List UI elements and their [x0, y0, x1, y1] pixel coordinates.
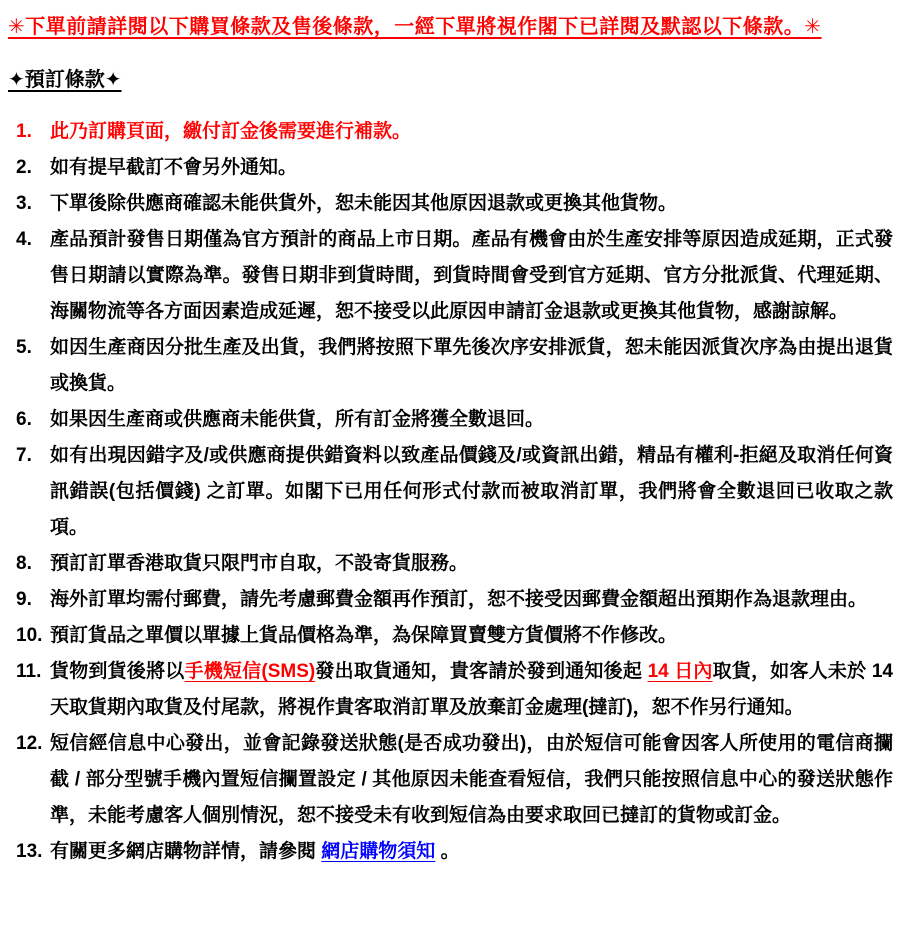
item-number: 8.: [16, 553, 32, 574]
terms-item: [8, 150, 893, 186]
item-number: 6.: [16, 409, 32, 430]
terms-text-segment: 預訂訂單香港取貨只限門市自取，不設寄貨服務。: [50, 553, 469, 574]
item-number: 13.: [16, 841, 43, 862]
terms-text-segment: 發出取貨通知，貴客請於發到通知後起: [315, 661, 648, 682]
terms-item: [8, 330, 893, 402]
terms-item: [8, 618, 893, 654]
terms-item: [8, 654, 893, 726]
terms-text-segment: 海外訂單均需付郵費，請先考慮郵費金額再作預訂，恕不接受因郵費金額超出預期作為退款理由。: [50, 589, 868, 610]
terms-item: [8, 834, 893, 870]
purchase-notice-heading: ✳下單前請詳閱以下購買條款及售後條款，一經下單將視作閣下已詳閱及默認以下條款。✳: [8, 16, 822, 38]
terms-text-segment: 如果因生產商或供應商未能供貨，所有訂金將獲全數退回。: [50, 409, 545, 430]
item-number: 4.: [16, 229, 32, 250]
terms-text-segment: 取貨，如客人未於 14 天取貨期內取貨及付尾款，將視作貴客取消訂單及放棄訂金處理(撻訂)，恕不作另行通知。: [50, 661, 893, 718]
terms-text-segment: 預訂貨品之單價以單據上貨品價格為準，為保障買賣雙方貨價將不作修改。: [50, 625, 678, 646]
terms-item: [8, 114, 893, 150]
terms-text-segment: 。: [435, 841, 460, 862]
item-number: 12.: [16, 733, 43, 754]
terms-item: [8, 402, 893, 438]
shop-notice-link[interactable]: 網店購物須知: [321, 841, 436, 862]
terms-text-segment: 如因生產商因分批生產及出貨，我們將按照下單先後次序安排派貨，恕未能因派貨次序為由提出退貨或換貨。: [50, 337, 893, 394]
item-number: 5.: [16, 337, 32, 358]
terms-text-segment: 短信經信息中心發出，並會記錄發送狀態(是否成功發出)，由於短信可能會因客人所使用的電信商攔截 / 部分型號手機內置短信攔置設定 / 其他原因未能查看短信，我們只能按照信息中心的發送狀態作準，未能考慮客人個別情況，恕不接受未有收到短信為由要求取回已撻訂的貨物或訂金。: [50, 733, 893, 826]
item-number: 1.: [16, 121, 32, 142]
preorder-terms-title: ✦預訂條款✦: [8, 69, 122, 91]
terms-item: [8, 186, 893, 222]
item-number: 11.: [16, 661, 42, 682]
terms-item: [8, 438, 893, 546]
item-number: 7.: [16, 445, 32, 466]
terms-text-segment: 有關更多網店購物詳情，請參閱: [50, 841, 322, 862]
terms-text-segment: 產品預計發售日期僅為官方預計的商品上市日期。產品有機會由於生產安排等原因造成延期，正式發售日期請以實際為準。發售日期非到貨時間，到貨時間會受到官方延期、官方分批派貨、代理延期、海關物流等各方面因素造成延遲，恕不接受以此原因申請訂金退款或更換其他貨物，感謝諒解。: [50, 229, 893, 322]
terms-item: [8, 222, 893, 330]
terms-text-segment: 下單後除供應商確認未能供貨外，恕未能因其他原因退款或更換其他貨物。: [50, 193, 678, 214]
terms-item: [8, 546, 893, 582]
terms-list: [8, 114, 893, 870]
item-number: 2.: [16, 157, 32, 178]
terms-text-segment: 14 日內: [647, 661, 713, 682]
terms-text-segment: 手機短信(SMS): [184, 661, 316, 682]
item-number: 10.: [16, 625, 43, 646]
terms-item: [8, 726, 893, 834]
terms-text-segment: 貨物到貨後將以: [50, 661, 185, 682]
terms-text-segment: 如有提早截訂不會另外通知。: [50, 157, 298, 178]
terms-text-segment: 此乃訂購頁面，繳付訂金後需要進行補款。: [50, 121, 412, 142]
item-number: 9.: [16, 589, 32, 610]
terms-item: [8, 582, 893, 618]
item-number: 3.: [16, 193, 32, 214]
terms-text-segment: 如有出現因錯字及/或供應商提供錯資料以致產品價錢及/或資訊出錯，精品有權利-拒絕及取消任何資訊錯誤(包括價錢) 之訂單。如閣下已用任何形式付款而被取消訂單，我們將會全數退回已收取之款項。: [50, 445, 893, 538]
